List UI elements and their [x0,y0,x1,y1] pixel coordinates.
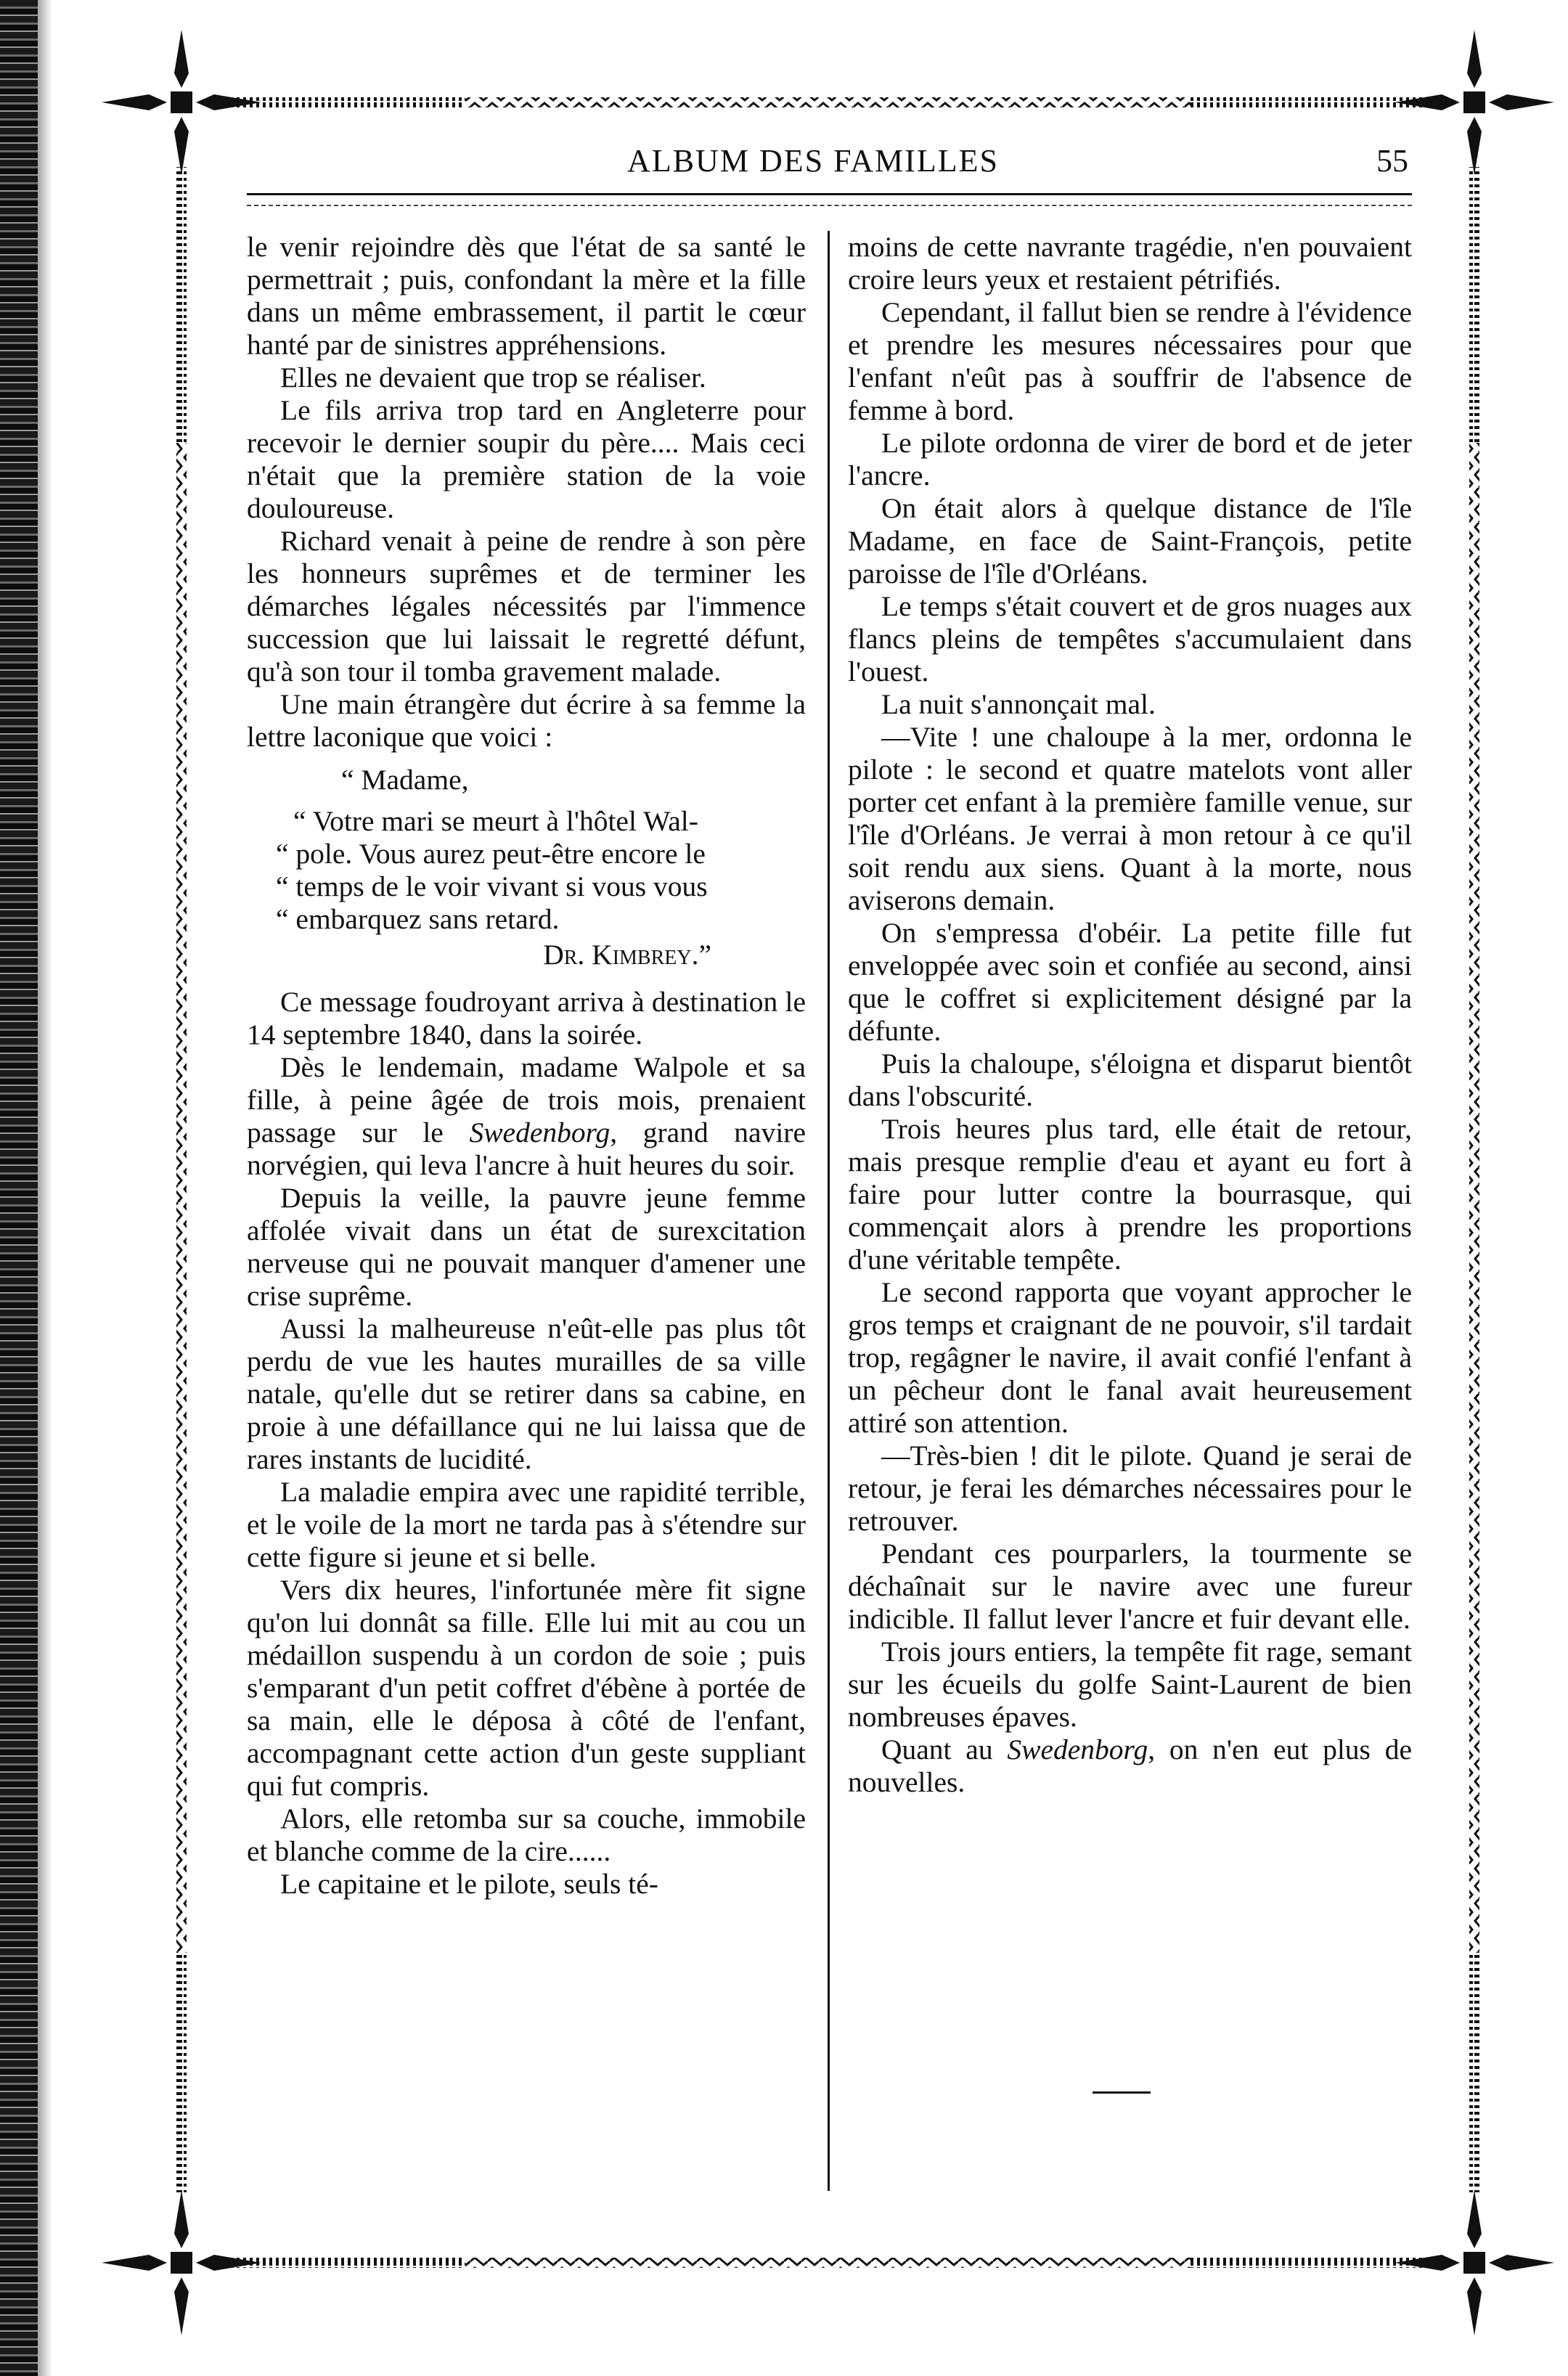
paragraph: La nuit s'annonçait mal. [881,688,1156,720]
left-column [247,231,806,1901]
paragraph: Aussi la malheureuse n'eût-elle pas plus tôt perdu de vue les hautes murailles de sa ville natale, qu'elle dut se retirer dans sa cabine, en proie à une défaillance qui ne lui laissa que de rares instants de lucidité. [247,1312,806,1475]
paragraph: Alors, elle retomba sur sa couche, immobile et blanche comme de la cire...... [247,1803,806,1867]
column-divider [828,231,830,2191]
paragraph: Le second rapporta que voyant approcher le gros temps et craignant de ne pouvoir, s'il tardait trop, regâgner le navire, il avait confié l'enfant à un pêcheur dont le fanal avait heureusement attiré son attention. [848,1276,1412,1439]
paragraph: Pendant ces pourparlers, la tourmente se déchaînait sur le navire avec une fureur indicible. Il fallut lever l'ancre et fuir devant elle. [848,1538,1412,1635]
paragraph: On était alors à quelque distance de l'île Madame, en face de Saint-François, petite paroisse de l'île d'Orléans. [848,492,1412,589]
letter-salutation: “ Madame, [341,764,469,796]
header-rule-dashed [247,205,1412,206]
letter-line: “ Votre mari se meurt à l'hôtel Wal- [293,805,698,837]
paragraph: Quant au Swedenborg, on n'en eut plus de nouvelles. [848,1734,1412,1798]
letter-line: “ pole. Vous aurez peut-être encore le [276,838,706,870]
page-number: 55 [1376,143,1408,179]
paragraph: On s'empressa d'obéir. La petite fille fut enveloppée avec soin et confiée au second, ainsi que le coffret si explicitement désigné par la défunte. [848,917,1412,1047]
header-rule [247,193,1412,195]
paragraph: Une main étrangère dut écrire à sa femme la lettre laconique que voici : [247,688,806,753]
quoted-letter [247,764,806,971]
paragraph: —Très-bien ! dit le pilote. Quand je serai de retour, je ferai les démarches nécessaires pour le retrouver. [848,1440,1412,1537]
paragraph: Dès le lendemain, madame Walpole et sa fille, à peine âgée de trois mois, prenaient passage sur le Swedenborg, grand navire norvégien, qui leva l'ancre à huit heures du soir. [247,1051,806,1181]
letter-line: “ embarquez sans retard. [276,903,560,935]
right-column [848,231,1412,1799]
paragraph: —Vite ! une chaloupe à la mer, ordonna le pilote : le second et quatre matelots vont aller porter cet enfant à la première famille venue, sur l'île d'Orléans. Je verrai à mon retour à ce qu'il soit rendu aux siens. Quant à la morte, nous aviserons demain. [848,721,1412,916]
ship-name: Swedenborg [1007,1734,1148,1765]
paragraph: Cependant, il fallut bien se rendre à l'évidence et prendre les mesures nécessaires pour que l'enfant n'eût pas à souffrir de l'absence de femme à bord. [848,296,1412,426]
paragraph: Le fils arriva trop tard en Angleterre pour recevoir le dernier soupir du père.... Mais ceci n'était que la première station de la voie douloureuse. [247,394,806,524]
paragraph: Elles ne devaient que trop se réaliser. [280,362,706,393]
paragraph: Puis la chaloupe, s'éloigna et disparut bientôt dans l'obscurité. [848,1048,1412,1112]
paragraph: Trois jours entiers, la tempête fit rage, semant sur les écueils du golfe Saint-Laurent de bien nombreuses épaves. [848,1636,1412,1733]
paragraph: Richard venait à peine de rendre à son père les honneurs suprêmes et de terminer les démarches légales nécessités par l'immence succession que lui laissait le regretté défunt, qu'à son tour il tomba gravement malade. [247,525,806,687]
paragraph: La maladie empira avec une rapidité terrible, et le voile de la mort ne tarda pas à s'étendre sur cette figure si jeune et si belle. [247,1476,806,1573]
ship-name: Swedenborg [469,1116,611,1148]
running-title: ALBUM DES FAMILLES [627,143,999,179]
paragraph: Le capitaine et le pilote, seuls té- [280,1868,658,1900]
letter-line: “ temps de le voir vivant si vous vous [276,870,708,902]
paragraph: Ce message foudroyant arriva à destination le 14 septembre 1840, dans la soirée. [247,986,806,1050]
paragraph: Le pilote ordonna de virer de bord et de jeter l'ancre. [848,427,1412,491]
paragraph: moins de cette navrante tragédie, n'en pouvaient croire leurs yeux et restaient pétrifiés. [848,231,1412,295]
paragraph: Le temps s'était couvert et de gros nuages aux flancs pleins de tempêtes s'accumulaient dans l'ouest. [848,590,1412,687]
letter-signature: Dr. Kimbrey.” [543,939,711,971]
paragraph: Vers dix heures, l'infortunée mère fit signe qu'on lui donnât sa fille. Elle lui mit au cou un médaillon suspendu à un cordon de soie ; puis s'emparant d'un petit coffret d'ébène à portée de sa main, elle le déposa à côté de l'enfant, accompagnant cette action d'un geste suppliant qui fut compris. [247,1574,806,1802]
paragraph: le venir rejoindre dès que l'état de sa santé le permettrait ; puis, confondant la mère et la fille dans un même embrassement, il partit le cœur hanté par de sinistres appréhensions. [247,231,806,361]
end-of-section-rule [1093,2091,1151,2094]
paragraph: Depuis la veille, la pauvre jeune femme affolée vivait dans un état de surexcitation nerveuse qui ne pouvait manquer d'amener une crise suprême. [247,1182,806,1312]
paragraph: Trois heures plus tard, elle était de retour, mais presque remplie d'eau et ayant eu fort à faire pour lutter contre la bourrasque, qui commençait alors à prendre les proportions d'une véritable tempête. [848,1113,1412,1275]
